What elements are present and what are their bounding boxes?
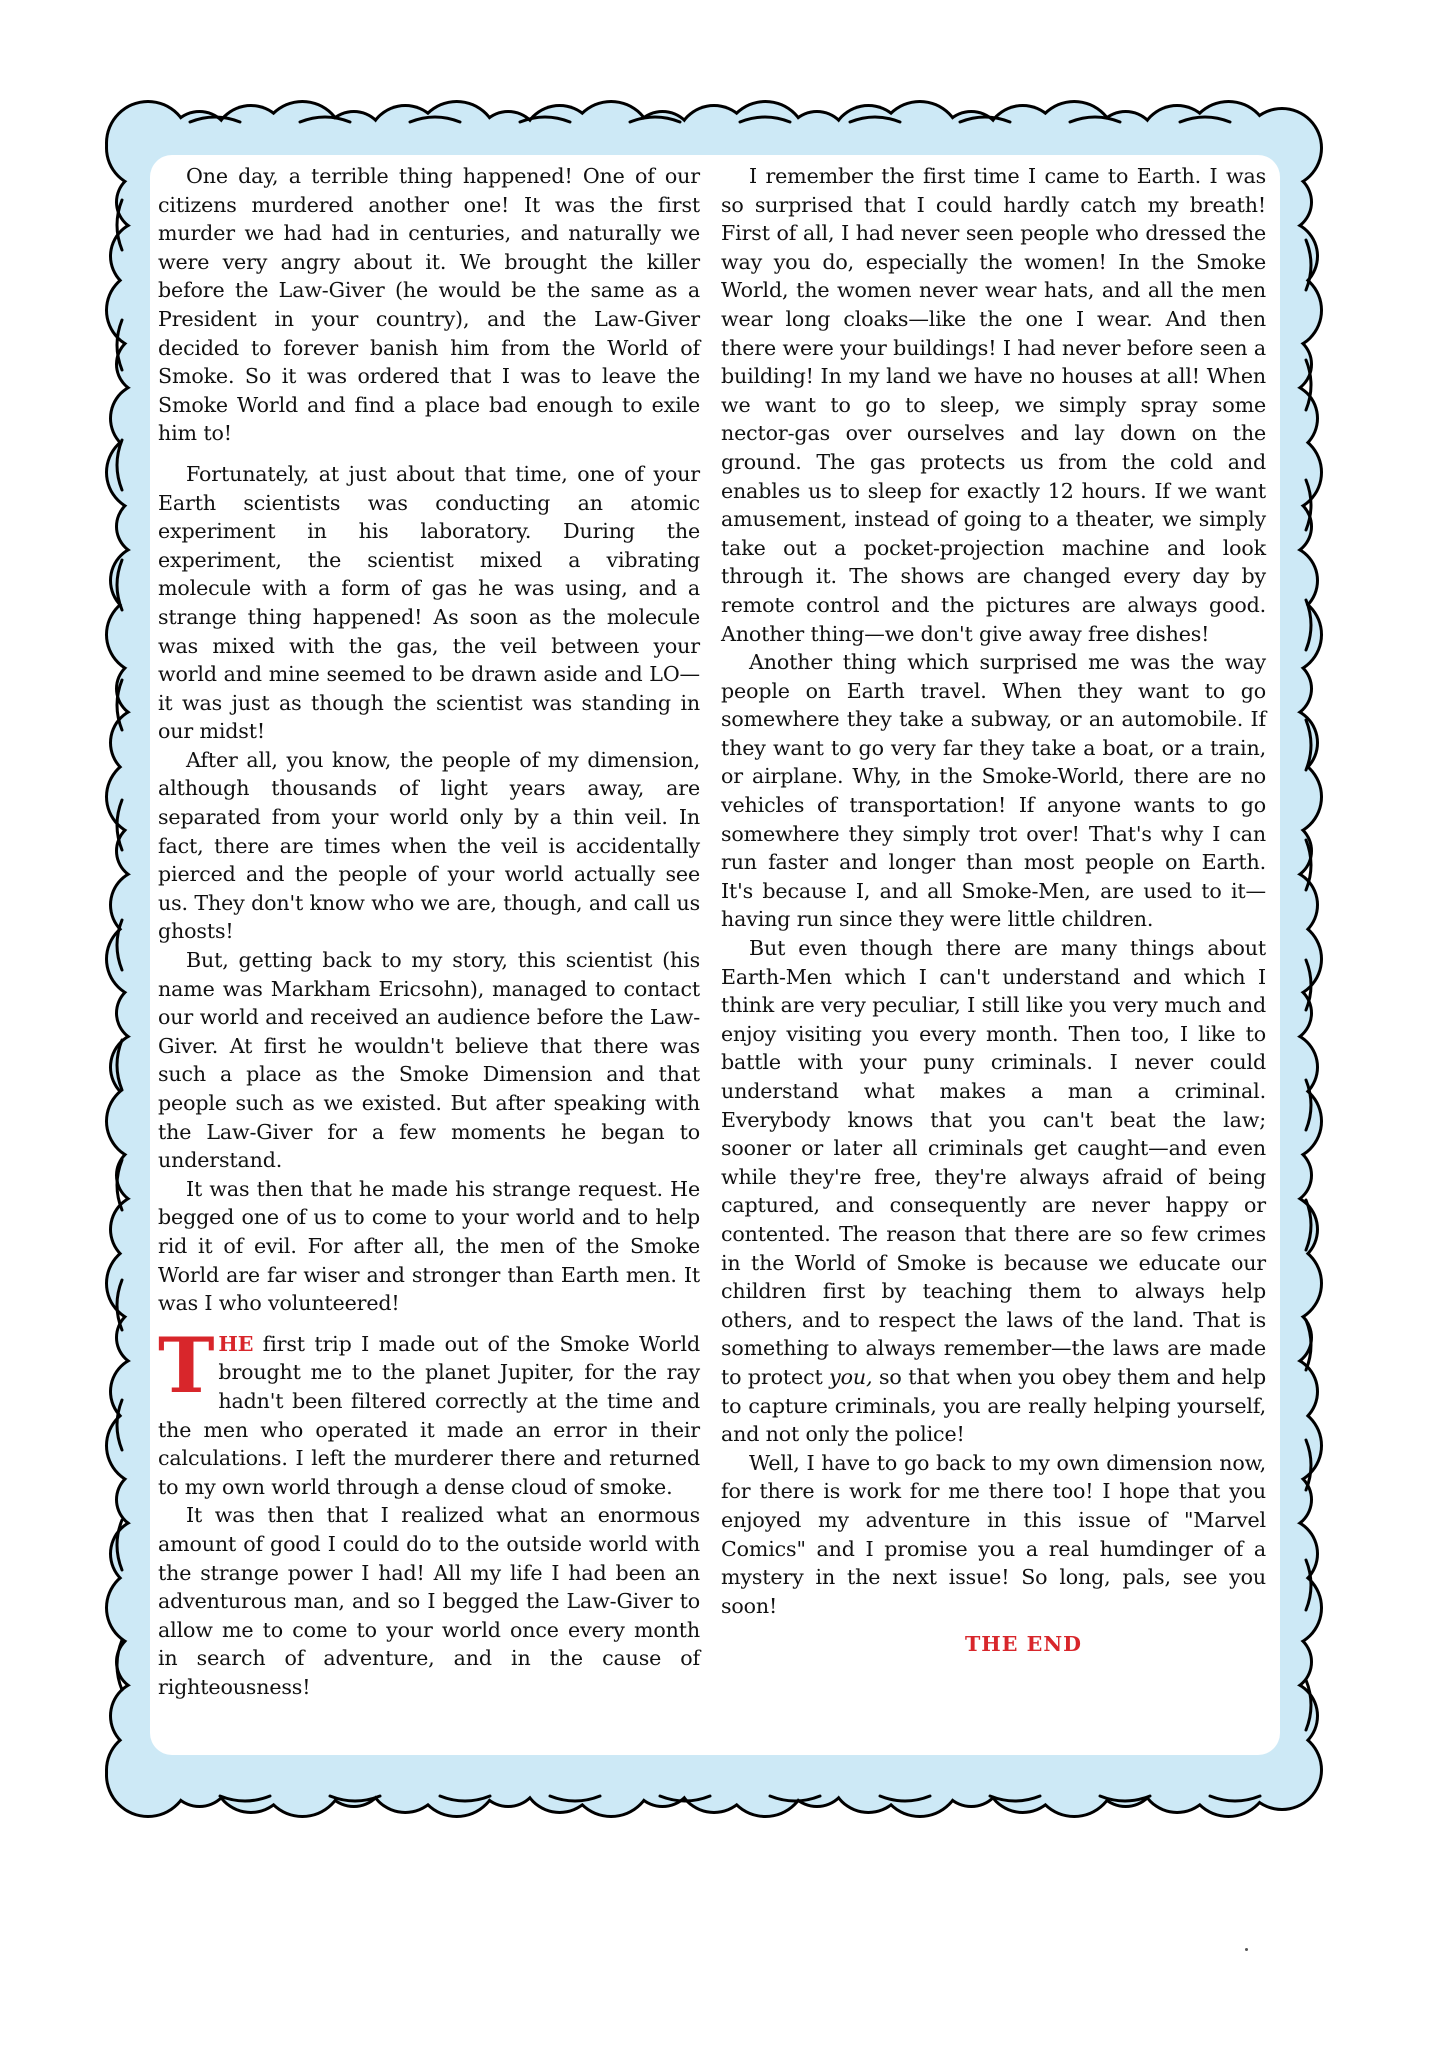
paragraph-first-time-earth: I remember the first time I came to Earth. I was so surprised that I could hardly catch my breath! First of all, I had never seen people who dressed the way you do, especially the women! In the Smoke World, the women never wear hats, and all the men wear long cloaks—like the one I wear. And then there were your buildings! I had never before seen a building! In my land we have no houses at all! When we want to go to sleep, we simply spray some nector-gas over ourselves and lay down on the ground. The gas protects us from the cold and enables us to sleep for exactly 12 hours. If we want amusement, instead of going to a theater, we simply take out a pocket-projection machine and look through it. The shows are changed every day by remote control and the pictures are always good. Another thing—we don't give away free dishes!	[721, 164, 1266, 646]
criminals-text-a: But even though there are many things about Earth-Men which I can't understand and which I think are very peculiar, I still like you very much and enjoy visiting you every month. Then too, I like to battle with your puny criminals. I never could understand what makes a man a criminal. Everybody knows that you can't beat the law; sooner or later all criminals get caught—and even while they're free, they're always afraid of being captured, and consequently are never happy or contented. The reason that there are so few crimes in the World of Smoke is because we educate our children first by teaching them to always help others, and to respect the laws of the land. That is something to always remember—the laws are made to protect	[721, 936, 1266, 1389]
paragraph-banishment: One day, a terrible thing happened! One of our citizens murdered another one! It was the first murder we had had in centuries, and naturally we were very angry about it. We brought the killer before the Law-Giver (he would be the same as a President in your country), and the Law-Giver decided to forever banish him from the World of Smoke. So it was ordered that I was to leave the Smoke World and find a place bad enough to exile him to!	[158, 164, 700, 446]
paragraph-thin-veil: After all, you know, the people of my dimension, although thousands of light years away, are separated from your world only by a thin veil. In fact, there are times when the veil is accidentally pierced and the people of your world actually see us. They don't know who we are, though, and call us ghosts!	[158, 747, 700, 944]
paragraph-realized-good: It was then that I realized what an enormous amount of good I could do to the outside world with the strange power I had! All my life I had been an adventurous man, and so I begged the Law-Giver to allow me to come to your world once every month in search of adventure, and in the cause of righteousness!	[158, 1503, 700, 1699]
paragraph-farewell: Well, I have to go back to my own dimension now, for there is work for me there too! I hope that you enjoyed my adventure in this issue of "Marvel Comics" and I promise you a real humdinger of a mystery in the next issue! So long, pals, see you soon!	[721, 1450, 1266, 1618]
the-end-label: THE END	[964, 1632, 1083, 1657]
paragraph-earth-men-criminals	[721, 934, 1266, 1449]
emphasis-you: you,	[829, 1364, 873, 1389]
print-speck	[1245, 1948, 1248, 1951]
left-text-column	[158, 162, 700, 1701]
paragraph-markham-ericsohn: But, getting back to my story, this scientist (his name was Markham Ericsohn), managed to contact our world and received an audience before the Law-Giver. At first he wouldn't believe that there was such a place as the Smoke Dimension and that people such as we existed. But after speaking with the Law-Giver for a few moments he began to understand.	[158, 948, 700, 1173]
first-trip-text: first trip I made out of the Smoke World brought me to the planet Jupiter, for the ray hadn't been filtered correctly at the time and the men who operated it made an error in their calculations. I left the murderer there and returned to my own world through a dense cloud of smoke.	[158, 1331, 700, 1499]
drop-cap-lead: HE	[218, 1331, 254, 1356]
paragraph-first-trip	[158, 1320, 700, 1502]
paragraph-scientist-experiment: Fortunately, at just about that time, one of your Earth scientists was conducting an atomic experiment in his laboratory. During the experiment, the scientist mixed a vibrating molecule with a form of gas he was using, and a strange thing happened! As soon as the molecule was mixed with the gas, the veil between your world and mine seemed to be drawn aside and LO—it was just as though the scientist was standing in our midst!	[158, 461, 700, 744]
criminals-text-b: so that when you obey them and help to capture criminals, you are really helping yourself, and not only the police!	[721, 1364, 1266, 1447]
drop-cap-letter: T	[158, 1320, 215, 1410]
paragraph-earth-travel: Another thing which surprised me was the way people on Earth travel. When they want to go somewhere they take a subway, or an automobile. If they want to go very far they take a boat, or a train, or airplane. Why, in the Smoke-World, there are no vehicles of transportation! If anyone wants to go somewhere they simply trot over! That's why I can run faster and longer than most people on Earth. It's because I, and all Smoke-Men, are used to it—having run since they were little children.	[721, 650, 1266, 932]
right-text-column	[721, 162, 1266, 1659]
paragraph-strange-request: It was then that he made his strange request. He begged one of us to come to your world and to help rid it of evil. For after all, the men of the Smoke World are far wiser and stronger than Earth men. It was I who volunteered!	[158, 1176, 700, 1316]
